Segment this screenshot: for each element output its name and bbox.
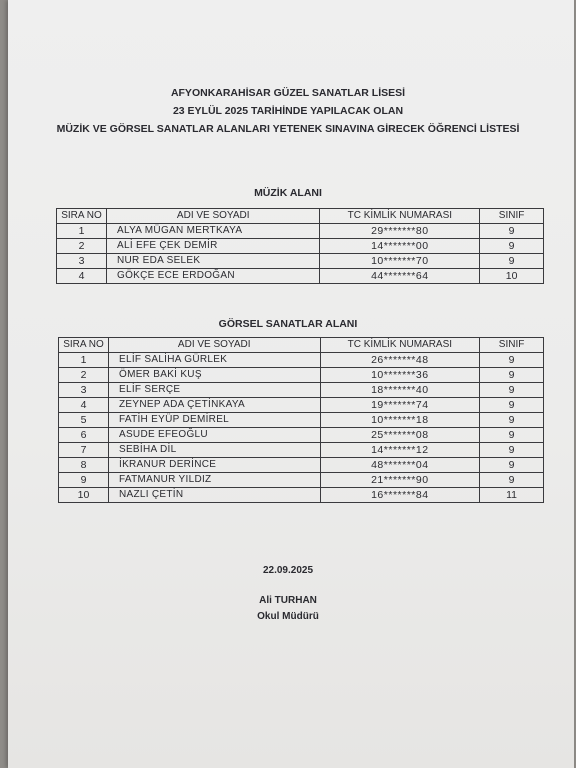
cell-order: 7 <box>59 443 109 458</box>
cell-student-name: ÖMER BAKİ KUŞ <box>108 368 320 383</box>
cell-student-name: ALİ EFE ÇEK DEMİR <box>106 239 320 254</box>
cell-student-name: ASUDE EFEOĞLU <box>108 428 320 443</box>
table-row <box>59 428 544 443</box>
table-row <box>59 353 544 368</box>
header-line-school: AFYONKARAHİSAR GÜZEL SANATLAR LİSESİ <box>170 87 406 99</box>
table-row <box>59 458 544 473</box>
cell-student-name: FATMANUR YILDIZ <box>108 473 320 488</box>
cell-grade: 9 <box>480 383 544 398</box>
table-row <box>57 224 544 239</box>
cell-id-number: 29*******80 <box>320 224 480 239</box>
cell-id-number: 16*******84 <box>320 488 480 503</box>
cell-order: 6 <box>59 428 109 443</box>
cell-order: 3 <box>59 383 109 398</box>
table-row <box>57 254 544 269</box>
cell-grade: 10 <box>480 269 544 284</box>
cell-grade: 9 <box>480 428 544 443</box>
music-section-title: MÜZİK ALANI <box>254 187 322 199</box>
cell-student-name: SEBİHA DİL <box>108 443 320 458</box>
cell-order: 3 <box>57 254 107 269</box>
table-row <box>59 443 544 458</box>
cell-order: 9 <box>59 473 109 488</box>
cell-grade: 11 <box>480 488 544 503</box>
cell-id-number: 14*******00 <box>320 239 480 254</box>
header-line-date: 23 EYLÜL 2025 TARİHİNDE YAPILACAK OLAN <box>172 105 404 117</box>
cell-id-number: 10*******18 <box>320 413 480 428</box>
cell-student-name: ZEYNEP ADA ÇETİNKAYA <box>108 398 320 413</box>
cell-student-name: ELİF SERÇE <box>108 383 320 398</box>
table-row <box>59 473 544 488</box>
column-header-name: ADI VE SOYADI <box>108 338 320 353</box>
cell-grade: 9 <box>480 353 544 368</box>
table-row <box>59 413 544 428</box>
table-row <box>59 368 544 383</box>
cell-order: 4 <box>57 269 107 284</box>
column-header-id-number: TC KİMLİK NUMARASI <box>320 338 480 353</box>
document-date: 22.09.2025 <box>262 565 314 576</box>
cell-student-name: NAZLI ÇETİN <box>108 488 320 503</box>
cell-student-name: GÖKÇE ECE ERDOĞAN <box>106 269 320 284</box>
column-header-name: ADI VE SOYADI <box>106 209 320 224</box>
cell-id-number: 10*******36 <box>320 368 480 383</box>
header-line-subject: MÜZİK VE GÖRSEL SANATLAR ALANLARI YETENEK SINAVINA GİRECEK ÖĞRENCİ LİSTESİ <box>56 123 520 135</box>
table-header-row <box>57 209 544 224</box>
cell-student-name: ALYA MÜGAN MERTKAYA <box>106 224 320 239</box>
cell-id-number: 19*******74 <box>320 398 480 413</box>
column-header-grade: SINIF <box>480 209 544 224</box>
cell-grade: 9 <box>480 443 544 458</box>
cell-order: 1 <box>59 353 109 368</box>
cell-id-number: 10*******70 <box>320 254 480 269</box>
column-header-grade: SINIF <box>480 338 544 353</box>
cell-grade: 9 <box>480 398 544 413</box>
cell-order: 8 <box>59 458 109 473</box>
cell-grade: 9 <box>480 368 544 383</box>
cell-id-number: 44*******64 <box>320 269 480 284</box>
signer-name: Ali TURHAN <box>259 595 317 606</box>
cell-student-name: NUR EDA SELEK <box>106 254 320 269</box>
cell-id-number: 26*******48 <box>320 353 480 368</box>
column-header-order: SIRA NO <box>59 338 109 353</box>
document-header <box>0 84 576 138</box>
cell-student-name: İKRANUR DERİNCE <box>108 458 320 473</box>
cell-id-number: 25*******08 <box>320 428 480 443</box>
cell-id-number: 18*******40 <box>320 383 480 398</box>
cell-student-name: ELİF SALİHA GÜRLEK <box>108 353 320 368</box>
table-row <box>59 398 544 413</box>
cell-grade: 9 <box>480 413 544 428</box>
cell-order: 2 <box>59 368 109 383</box>
table-row <box>59 488 544 503</box>
cell-order: 5 <box>59 413 109 428</box>
table-row <box>57 239 544 254</box>
cell-id-number: 48*******04 <box>320 458 480 473</box>
cell-order: 4 <box>59 398 109 413</box>
music-student-table <box>56 208 544 284</box>
cell-grade: 9 <box>480 224 544 239</box>
cell-id-number: 14*******12 <box>320 443 480 458</box>
table-header-row <box>59 338 544 353</box>
cell-order: 10 <box>59 488 109 503</box>
signer-title: Okul Müdürü <box>257 611 319 622</box>
cell-order: 2 <box>57 239 107 254</box>
cell-id-number: 21*******90 <box>320 473 480 488</box>
cell-order: 1 <box>57 224 107 239</box>
table-row <box>59 383 544 398</box>
art-section-title: GÖRSEL SANATLAR ALANI <box>218 318 358 330</box>
cell-grade: 9 <box>480 458 544 473</box>
cell-grade: 9 <box>480 254 544 269</box>
table-row <box>57 269 544 284</box>
cell-student-name: FATİH EYÜP DEMİREL <box>108 413 320 428</box>
art-student-table <box>58 337 544 503</box>
column-header-id-number: TC KİMLİK NUMARASI <box>320 209 480 224</box>
column-header-order: SIRA NO <box>57 209 107 224</box>
cell-grade: 9 <box>480 473 544 488</box>
cell-grade: 9 <box>480 239 544 254</box>
